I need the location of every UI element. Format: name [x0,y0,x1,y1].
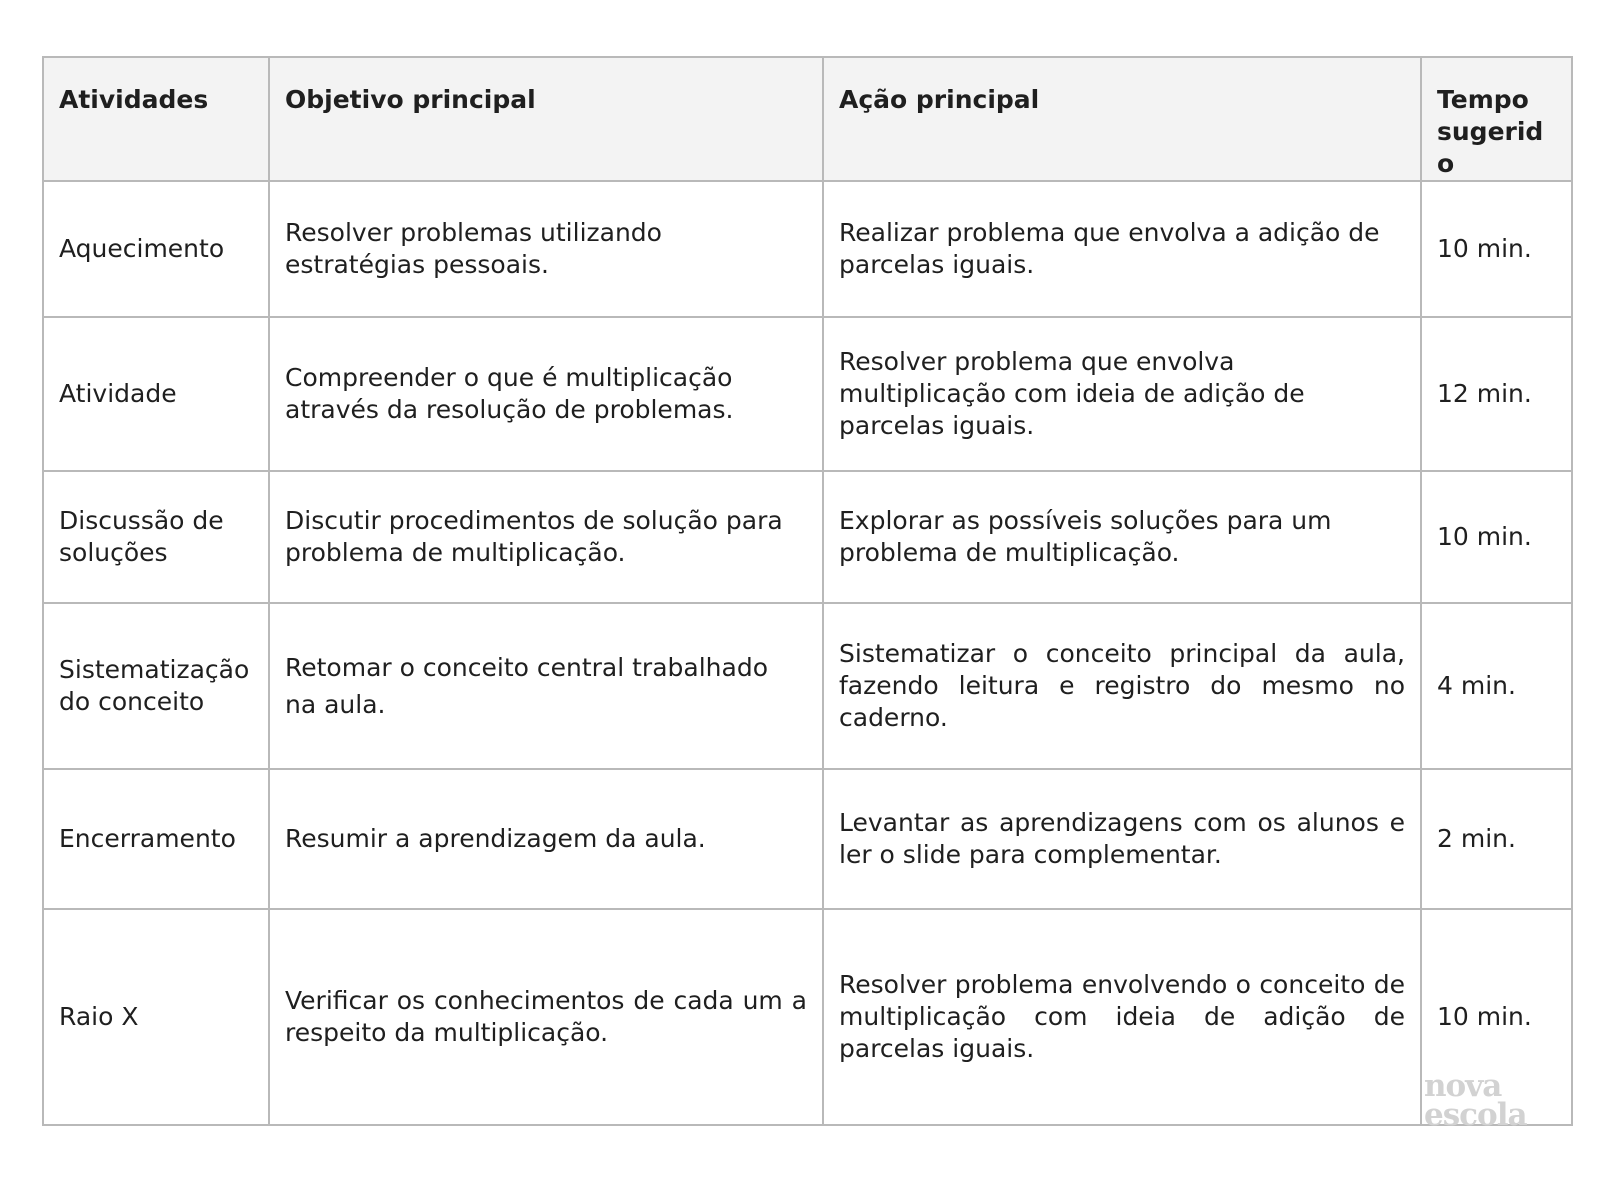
lesson-plan-table [42,56,1573,1126]
cell-atividade: Aquecimento [43,181,269,317]
cell-tempo: 4 min. [1421,603,1572,769]
cell-objetivo: Resolver problemas utilizando estratégias pessoais. [269,181,823,317]
logo-line-escola: escola [1424,1097,1527,1133]
table-row [43,769,1572,909]
cell-acao: Levantar as aprendizagens com os alunos e ler o slide para complementar. [823,769,1421,909]
cell-atividade: Atividade [43,317,269,471]
header-objetivo-principal: Objetivo principal [269,57,823,181]
cell-acao: Resolver problema envolvendo o conceito de multiplicação com ideia de adição de parcelas iguais. [823,909,1421,1125]
cell-objetivo: Discutir procedimentos de solução para problema de multiplicação. [269,471,823,603]
cell-tempo: 2 min. [1421,769,1572,909]
cell-atividade: Sistematização do conceito [43,603,269,769]
cell-tempo: 12 min. [1421,317,1572,471]
cell-tempo: 10 min. [1421,181,1572,317]
table-row [43,603,1572,769]
cell-acao: Resolver problema que envolva multiplicação com ideia de adição de parcelas iguais. [823,317,1421,471]
header-tempo-sugerido: Tempo sugerido [1421,57,1572,181]
cell-tempo: 10 min. [1421,909,1572,1125]
cell-tempo: 10 min. [1421,471,1572,603]
nova-escola-logo [1424,1068,1527,1133]
cell-atividade: Raio X [43,909,269,1125]
header-acao-principal: Ação principal [823,57,1421,181]
cell-acao: Realizar problema que envolva a adição de parcelas iguais. [823,181,1421,317]
cell-atividade: Encerramento [43,769,269,909]
cell-objetivo: Retomar o conceito central trabalhado na aula. [269,603,823,769]
header-atividades: Atividades [43,57,269,181]
table-row [43,471,1572,603]
cell-atividade: Discussão de soluções [43,471,269,603]
table-row [43,181,1572,317]
cell-objetivo: Compreender o que é multiplicação através da resolução de problemas. [269,317,823,471]
table-header-row [43,57,1572,181]
cell-objetivo: Resumir a aprendizagem da aula. [269,769,823,909]
cell-acao: Sistematizar o conceito principal da aula, fazendo leitura e registro do mesmo no caderno. [823,603,1421,769]
cell-acao: Explorar as possíveis soluções para um problema de multiplicação. [823,471,1421,603]
lesson-plan-document [42,56,1571,1126]
cell-objetivo: Verificar os conhecimentos de cada um a respeito da multiplicação. [269,909,823,1125]
table-row [43,317,1572,471]
table-row [43,909,1572,1125]
logo-line-nova: nova [1424,1068,1502,1104]
